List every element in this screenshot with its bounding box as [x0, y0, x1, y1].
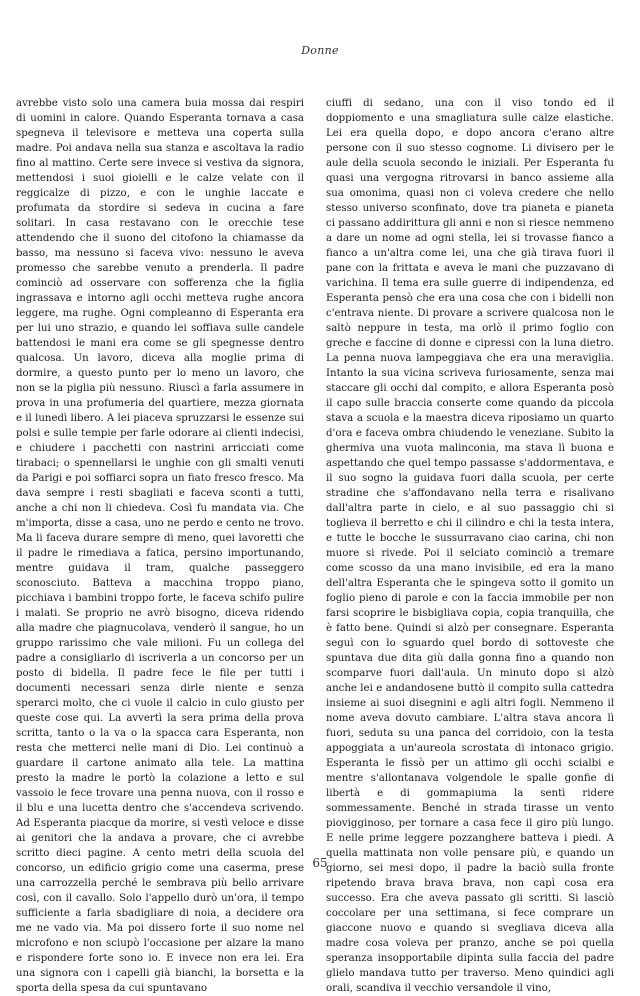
page-number: 65: [312, 856, 328, 870]
body-text-right: ciuffi di sedano, una con il viso tondo ed il doppiomento e una smagliatura sulle calze elastiche. Lei era quella dopo, e dopo ancora c'erano altre persone con il suo stesso cognome. Li divisero per le aule della scuola secondo le iniziali. Per Esperanta fu quasi una vergogna ritrovarsi in banco assieme alla sua omonima, quasi non ci voleva credere che nello stesso universo sconfinato, dove tra pianeta e pianeta ci passano addirittura gli anni e non si riesce nemmeno a dare un nome ad ogni stella, lei si trovasse fianco a fianco a un'altra come lei, una che già tirava fuori il pane con la frittata e aveva le mani che puzzavano di varichina. Il tema era sulle guerre di indipendenza, ed Esperanta pensò che era una cosa che con i bidelli non c'entrava niente. Di provare a scrivere qualcosa non le saltò neppure in testa, ma orlò il primo foglio con greche e faccine di donne e cipressi con la luna dietro. La penna nuova lampeggiava che era una meraviglia. Intanto la sua vicina scriveva furiosamente, senza mai staccare gli occhi dal compito, e allora Esperanta posò il capo sulle braccia conserte come quando da piccola stava a scuola e la maestra diceva riposiamo un quarto d'ora e faceva ombra chiudendo le veneziane. Subito la ghermiva una vuota malinconia, ma stava lì buona e aspettando che quel tempo passasse s'addormentava, e il suo sogno la guidava fuori dalla scuola, per certe stradine che s'affondavano nella terra e risalivano dall'altra parte in cielo, e al suo passaggio chi si toglieva il berretto e chi il cilindro e chi la testa intera, e tutte le bocche le sussurravano ciao carina, chi non muore si rivede. Poi il selciato cominciò a tremare come scosso da una mano invisibile, ed era la mano dell'altra Esperanta che le spingeva sotto il gomito un foglio pieno di parole e con la faccia immobile per non farsi scoprire le bisbigliava copia, copia tranquilla, che è fatto bene. Quindi si alzò per consegnare. Esperanta seguì con lo sguardo quel bordo di sottoveste che spuntava due dita giù dalla gonna fino a quando non scomparve fuori dall'aula. Un minuto dopo si alzò anche lei e andandosene buttò il compito sulla cattedra insieme ai suoi disegnini e agli altri fogli. Nemmeno il nome aveva dovuto cambiare. L'altra stava ancora lì fuori, seduta su una panca del corridoio, con la testa appoggiata a un'aureola scrostata di intonaco grigio. Esperanta le fissò per un attimo gli occhi scialbi e mentre s'allontanava volgendole le spalle gonfie di libertà e di gommapiuma la sentì ridere sommessamente. Benché in strada tirasse un vento piovigginoso, per tornare a casa fece il giro più lungo. E nelle prime leggere pozzanghere batteva i piedi. A quella mattinata non volle pensare più, e quando un giorno, sei mesi dopo, il padre la baciò sulla fronte ripetendo brava brava brava, non capì cosa era successo. Era che aveva passato gli scritti. Si lasciò coccolare per una settimana, si fece comprare un giaccone nuovo e quando si svegliava diceva alla madre cosa voleva per pranzo, anche se poi quella speranza insopportabile dipinta sulla faccia del padre glielo mandava tutto per traverso. Meno quindici agli orali, scandiva il vecchio versandole il vino,: [326, 98, 614, 994]
body-text-left: avrebbe visto solo una camera buia mossa dai respiri di uomini in calore. Quando Esperanta tornava a casa spegneva il televisore e metteva una coperta sulla madre. Poi andava nella sua stanza e ascoltava la radio fino al mattino. Certe sere invece si vestiva da signora, mettendosi i suoi gioielli e le calze velate con il reggicalze di pizzo, e con le unghie laccate e profumata da stordire si sedeva in cucina a fare solitari. In casa restavano con le orecchie tese attendendo che il suono del citofono la chiamasse da basso, ma nessuno si faceva vivo: nessuno le aveva promesso che sarebbe venuto a prenderla. Il padre cominciò ad osservare con sofferenza che la figlia ingrassava e intorno agli occhi metteva rughe ancora leggere, ma rughe. Ogni compleanno di Esperanta era per lui uno strazio, e quando lei soffiava sulle candele battendosi le mani era come se gli spegnesse dentro qualcosa. Un lavoro, diceva alla moglie prima di dormire, a questo punto per lo meno un lavoro, che non se la piglia più nessuno. Riuscì a farla assumere in prova in una profumeria del quartiere, mezza giornata e il lunedì libero. A lei piaceva spruzzarsi le essenze sui polsi e sulle tempie per farle odorare ai clienti indecisi, e chiudere i pacchetti con nastrini arricciati come tirabaci; o spennellarsi le unghie con gli smalti venuti da Parigi e poi soffiarci sopra un fiato fresco fresco. Ma dava sempre i resti sbagliati e faceva sconti a tutti, anche a chi non li chiedeva. Così fu mandata via. Che m'importa, disse a casa, uno ne perdo e cento ne trovo. Ma li faceva durare sempre di meno, quei lavoretti che il padre le rimediava a fatica, persino importunando, mentre guidava il tram, qualche passeggero sconosciuto. Batteva a macchina troppo piano, picchiava i bambini troppo forte, le faceva schifo pulire i malati. Se proprio ne avrò bisogno, diceva ridendo alla madre che piagnucolava, venderò il sangue, ho un gruppo rarissimo che vale milioni. Fu un collega del padre a consigliarlo di iscriverla a un concorso per un posto di bidella. Il padre fece le file per tutti i documenti necessari senza dirle niente e senza sperarci molto, che ci vuole il calcio in culo giusto per queste cose qui. La avvertì la sera prima della prova scritta, tanto o la va o la spacca cara Esperanta, non resta che metterci nelle mani di Dio. Lei continuò a guardare il cartone animato alla tele. La mattina presto la madre le portò la colazione a letto e sul vassoio le fece trovare una penna nuova, con il rosso e il blu e una lucetta dentro che s'accendeva scrivendo. Ad Esperanta piacque da morire, si vestì veloce e disse ai genitori che la andava a provare, che ci avrebbe scritto dieci pagine. A cento metri della scuola del concorso, un edificio grigio come una caserma, prese una carrozzella perché le sembrava più bello arrivare così, con il cavallo. Solo l'appello durò un'ora, il tempo sufficiente a farla sbadigliare di noia, a decidere ora me ne vado via. Ma poi dissero forte il suo nome nel microfono e non sciupò l'occasione per alzare la mano e rispondere forte sono io. E invece non era lei. Era una signora con i capelli già bianchi, la borsetta e la sporta della spesa da cui spuntavano: [16, 98, 304, 994]
running-header: Donne: [301, 44, 339, 57]
